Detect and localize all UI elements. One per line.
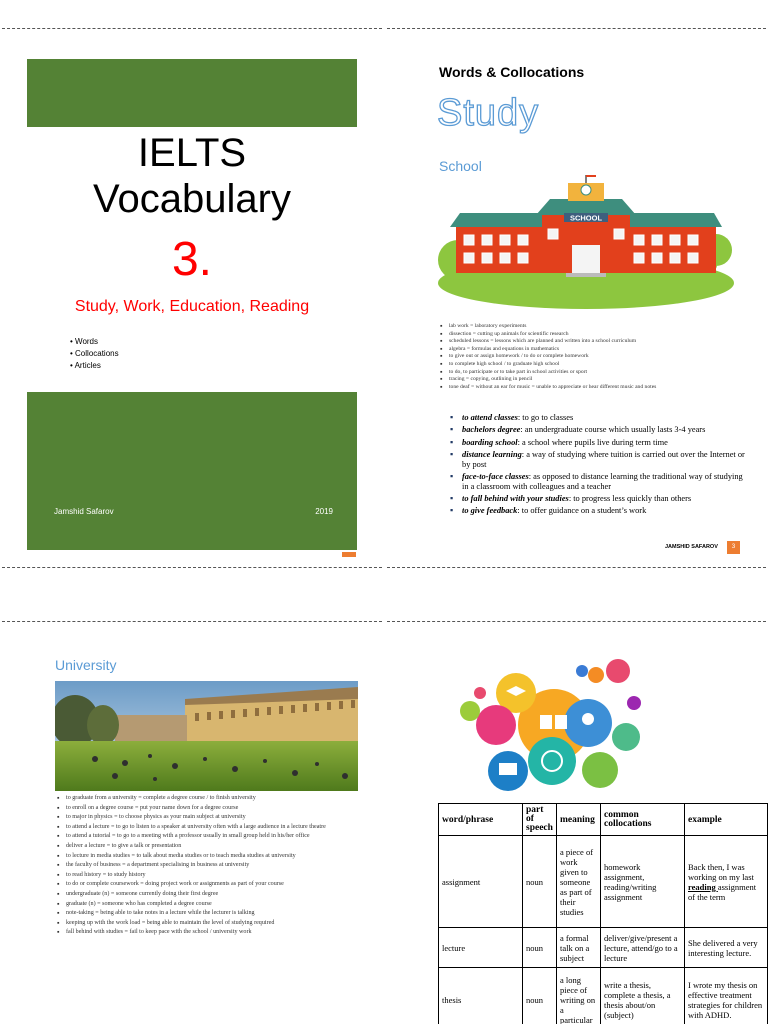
- list-item: ▪ graduate (n) = someone who has completed a degree course: [57, 900, 332, 910]
- title-vocabulary: Vocabulary: [93, 177, 291, 221]
- list-item: ▪ to give out or assign homework / to do or complete homework: [440, 353, 760, 361]
- university-list: [57, 794, 332, 938]
- big-title-study: Study: [437, 92, 540, 134]
- cell-word: thesis: [439, 968, 523, 1024]
- list-item: ▪ distance learning: a way of studying where tuition is carried out over the Internet or by post: [450, 450, 750, 470]
- page-number-badge: [727, 541, 740, 554]
- cell-collocations: write a thesis, complete a thesis, a thesis about/on (subject): [601, 968, 685, 1024]
- cell-meaning: a long piece of writing on a particular: [557, 968, 601, 1024]
- list-item: ▪ the faculty of business = a department specialising in business at university: [57, 861, 332, 871]
- section-university: University: [55, 657, 117, 673]
- title-bullet-list: [70, 336, 119, 372]
- title-ielts: IELTS: [137, 131, 247, 175]
- list-item: ▪ to graduate from a university = complete a degree course / to finish university: [57, 794, 332, 804]
- top-green-banner: [27, 59, 357, 127]
- list-item: ▪ to do or complete coursework = doing project work or assignments as part of your course: [57, 880, 332, 890]
- slide-heading: Words & Collocations: [439, 64, 585, 80]
- list-item: ▪ keeping up with the work load = being able to maintain the level of studying required: [57, 919, 332, 929]
- page-separator-middle-right: [387, 567, 766, 568]
- page-separator-middle: [2, 567, 382, 568]
- list-item: ▪ to fall behind with your studies: to progress less quickly than others: [450, 494, 750, 504]
- bottom-green-banner: [27, 392, 357, 550]
- cell-word: lecture: [439, 928, 523, 968]
- list-item: ▪ lab work = laboratory experiments: [440, 323, 760, 331]
- header-meaning: meaning: [557, 804, 601, 836]
- table-slide: [384, 623, 768, 1024]
- cell-pos: noun: [523, 968, 557, 1024]
- table-row: [439, 836, 768, 928]
- page-separator-lower: [2, 621, 382, 622]
- list-item: • Collocations: [70, 349, 119, 358]
- school-slide: [384, 30, 768, 565]
- list-item: ▪ to major in physics = to choose physics as your main subject at university: [57, 813, 332, 823]
- list-item: ▪ to lecture in media studies = to talk about media studies or to teach media studies at university: [57, 852, 332, 862]
- cell-example: I wrote my thesis on effective treatment strategies for children with ADHD.: [685, 968, 768, 1024]
- footer-author: JAMSHID SAFAROV: [665, 544, 718, 550]
- school-building-illustration: [436, 175, 736, 320]
- header-common-collocations: common collocations: [601, 804, 685, 836]
- list-item: ▪ to attend a lecture = to go to listen to a speaker at university often with a large audience in a lecture theatre: [57, 823, 332, 833]
- header-part-of-speech: part of speech: [523, 804, 557, 836]
- university-campus-photo: [55, 681, 358, 791]
- list-item: ▪ bachelors degree: an undergraduate course which usually lasts 3-4 years: [450, 425, 750, 435]
- list-item: ▪ note-taking = being able to take notes in a lecture while the lecturer is talking: [57, 909, 332, 919]
- list-item: ▪ to do, to participate or to take part in school activities or sport: [440, 369, 760, 377]
- list-item: ▪ boarding school: a school where pupils live during term time: [450, 438, 750, 448]
- page-separator-lower-right: [387, 621, 766, 622]
- list-item: • Articles: [70, 361, 101, 370]
- cell-meaning: a formal talk on a subject: [557, 928, 601, 968]
- list-item: ▪ to read history = to study history: [57, 871, 332, 881]
- list-item: ▪ scheduled lessons = lessons which are planned and written into a school curriculum: [440, 338, 760, 346]
- university-slide: [0, 623, 384, 1024]
- author-name: Jamshid Safarov: [54, 507, 114, 516]
- page-separator-top-right: [387, 28, 766, 29]
- school-terms-list: [450, 413, 750, 519]
- list-item: ▪ face-to-face classes: as opposed to distance learning the traditional way of studying in a classroom with colleagues and a teacher: [450, 472, 750, 492]
- header-word-phrase: word/phrase: [439, 804, 523, 836]
- section-school: School: [439, 158, 482, 174]
- cell-example: Back then, I was working on my last reading assignment of the term: [685, 836, 768, 928]
- cell-collocations: homework assignment, reading/writing assignment: [601, 836, 685, 928]
- education-icons-cluster: [454, 653, 644, 803]
- page-marker: [342, 552, 356, 557]
- cell-pos: noun: [523, 836, 557, 928]
- list-item: ▪ to enroll on a degree course = put your name down for a degree course: [57, 804, 332, 814]
- title-number: 3.: [171, 233, 213, 286]
- cell-word: assignment: [439, 836, 523, 928]
- page-separator-top: [2, 28, 382, 29]
- cell-pos: noun: [523, 928, 557, 968]
- list-item: ▪ deliver a lecture = to give a talk or presentation: [57, 842, 332, 852]
- list-item: ▪ tone deaf = without an ear for music = unable to appreciate or hear different music and notes: [440, 384, 760, 392]
- list-item: ▪ tracing = copying, outlining in pencil: [440, 376, 760, 384]
- list-item: ▪ undergraduate (n) = someone currently doing their first degree: [57, 890, 332, 900]
- header-example: example: [685, 804, 768, 836]
- subtitle: Study, Work, Education, Reading: [74, 298, 310, 315]
- list-item: ▪ algebra = formulas and equations in mathematics: [440, 346, 760, 354]
- list-item: ▪ to give feedback: to offer guidance on a student’s work: [450, 506, 750, 516]
- list-item: ▪ to attend a tutorial = to go to a meeting with a professor usually in small group held in his/her office: [57, 832, 332, 842]
- list-item: • Words: [70, 337, 98, 346]
- cell-meaning: a piece of work given to someone as part of their studies: [557, 836, 601, 928]
- school-small-list: [440, 323, 760, 391]
- list-item: ▪ fall behind with studies = fail to keep pace with the school / university work: [57, 928, 332, 938]
- school-sign: SCHOOL: [569, 213, 603, 223]
- cell-example: She delivered a very interesting lecture.: [685, 928, 768, 968]
- vocabulary-table: [438, 803, 768, 1024]
- list-item: ▪ to complete high school / to graduate high school: [440, 361, 760, 369]
- title-slide: [0, 30, 384, 565]
- list-item: ▪ dissection = cutting up animals for scientific research: [440, 331, 760, 339]
- page-number: 3: [731, 544, 736, 550]
- table-row: [439, 968, 768, 1024]
- year: 2019: [315, 507, 333, 516]
- cell-collocations: deliver/give/present a lecture, attend/go to a lecture: [601, 928, 685, 968]
- table-row: [439, 928, 768, 968]
- list-item: ▪ to attend classes: to go to classes: [450, 413, 750, 423]
- table-header-row: [439, 804, 768, 836]
